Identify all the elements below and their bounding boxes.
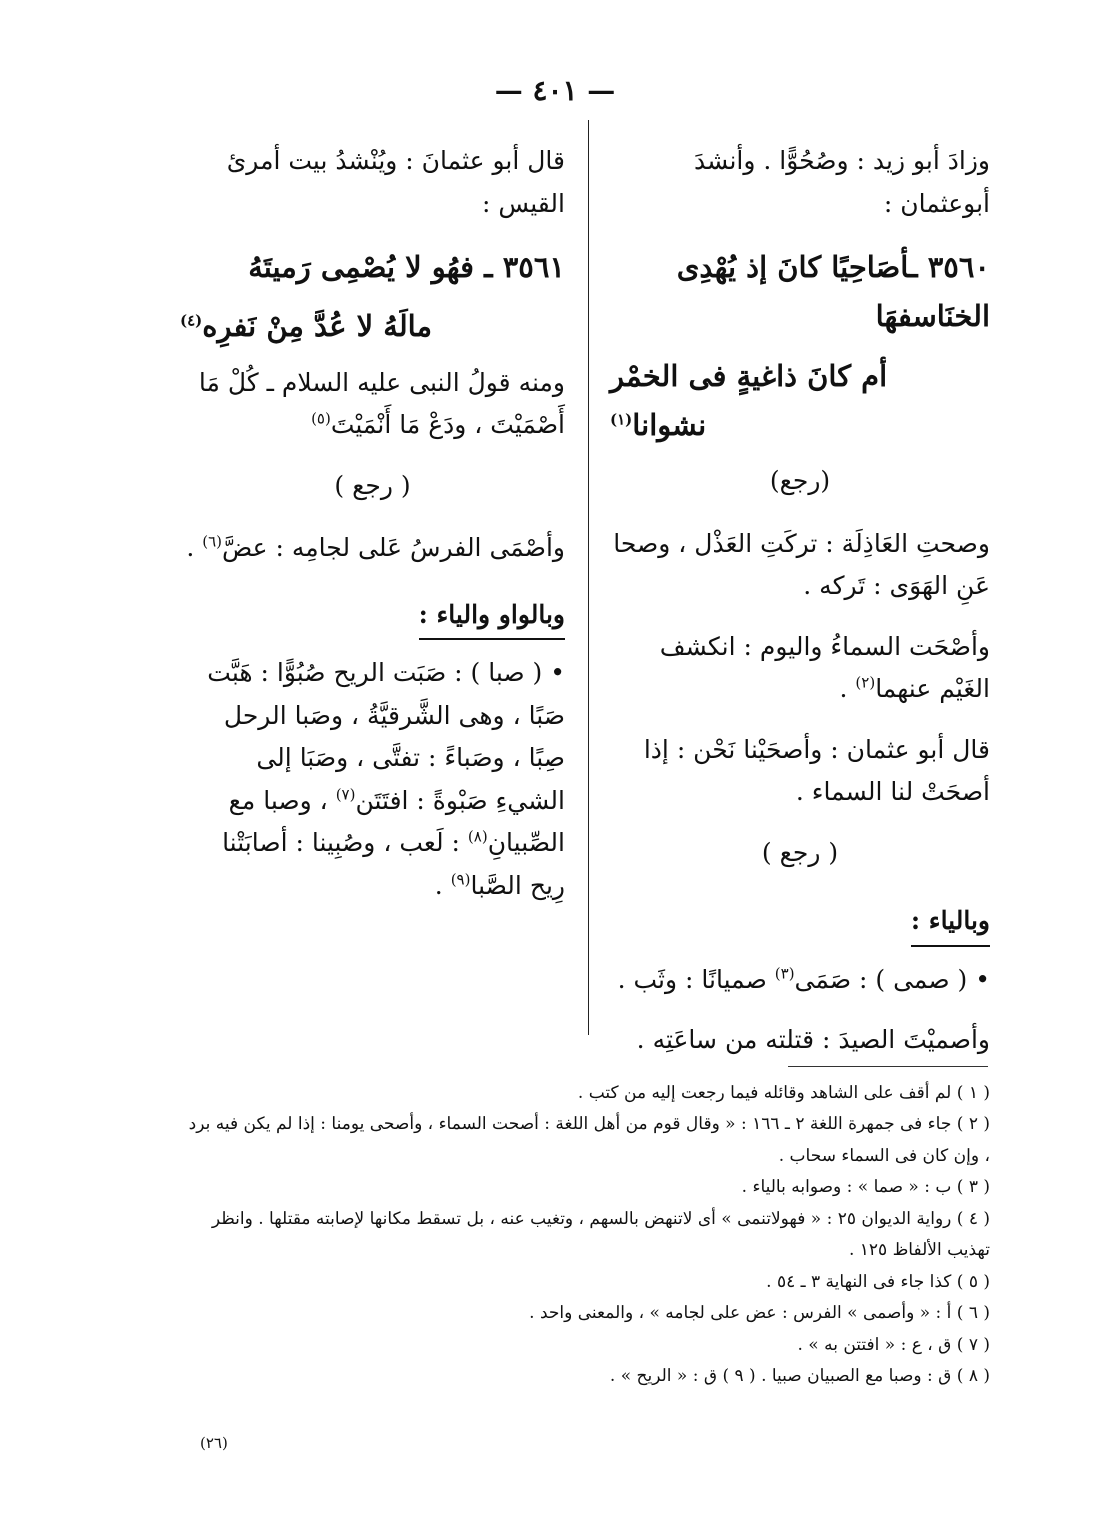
- left-footnote-ref-6: (٦): [202, 532, 223, 551]
- right-verse-text1: أصَاحِيًا كانَ إذ يُهْدِى الخنَاسفهَا: [676, 250, 990, 334]
- right-section-heading: وبالياء :: [911, 900, 990, 947]
- right-section-heading-wrap: [610, 894, 990, 959]
- left-verse-line1: [180, 243, 565, 292]
- right-paragraph-5-a: • ( صمى ) : صَمَى: [794, 964, 990, 994]
- footnote-5: ( ٥ ) كذا جاء فى النهاية ٣ ـ ٥٤ .: [766, 1271, 990, 1292]
- right-verse-number: ٣٥٦٠ ـ: [909, 250, 990, 284]
- left-footnote-ref-9: (٩): [450, 870, 471, 889]
- right-verse-text2: أم كانَ ذاغيةٍ فى الخمْر نشوانا: [610, 358, 888, 442]
- footnote-1: ( ١ ) لم أقف على الشاهد وقائله فيما رجعت إليه من كتب .: [577, 1083, 990, 1103]
- footnote-3: ( ٣ ) ب : « صما » : وصوابه بالياء .: [741, 1177, 990, 1198]
- right-root-label-1: (رجع): [769, 466, 831, 496]
- left-paragraph-4: • ( صبا ) : صَبَت الريح صُبُوًّا : هَبَّت صَبًا ، وهى الشَّرقيَّةُ ، وصَبا الرحل صِبًا ، وصَباءً : تفتَّى ، وصَبَا إلى الشيءِ صَبْوةً : افتَتَن$^{(٧)}$ ، وصبا مع الصِّبيانِ$^{(٨)}$ : لَعب ، وصُبِينا : أصابَتْنا رِيح الصَّبا$^{(٩)}$ .: [207, 658, 565, 900]
- right-paragraph-4: قال أبو عثمان : وأصحَيْنا نَحْن : إذا أصحَتْ لنا السماء .: [643, 734, 990, 807]
- left-paragraph-2: [180, 362, 565, 447]
- left-paragraph-3: وأصْمَى الفرسُ عَلى لجامِه : عضَّ$^{(٦)}$ .: [186, 532, 565, 563]
- footnotes: [180, 1078, 990, 1392]
- left-paragraph-4-b: ، وصبا مع الصِّبيانِ: [228, 785, 565, 858]
- left-verse-text2: مالَهُ لا عُدَّ مِنْ نَفرِه: [202, 309, 433, 344]
- right-verse-footnote-ref: (١): [610, 410, 633, 429]
- left-paragraph-3-text: وأصْمَى الفرسُ عَلى لجامِه : عضَّ: [222, 533, 565, 563]
- left-paragraph-4-c: : لَعب ، وصُبِينا : أصابَتْنا رِيح الصَّبا: [222, 828, 565, 900]
- right-paragraph-3-text: وأصْحَت السماءُ واليوم : انكشف الغَيْم عنهما: [659, 631, 990, 704]
- footnote-2: ( ٢ ) جاء فى جمهرة اللغة ٢ ـ ١٦٦ : « وقال قوم من أهل اللغة : أصحت السماء ، وأصحى يومنا : إذا لم يكن فيه برد ، وإن كان فى السماء سحاب .: [188, 1114, 990, 1166]
- left-section-heading-wrap: [180, 588, 565, 653]
- footnote-4: ( ٤ ) رواية الديوان ٢٥ : « فهولاتنمى » أى لاتنهض بالسهم ، وتغيب عنه ، بل تسقط مكانها لإصابته مقتلها . وانظر تهذيب الألفاظ ١٢٥ .: [211, 1208, 990, 1261]
- left-verse-footnote-ref: (٤): [180, 311, 203, 330]
- right-footnote-ref-3: (٣): [774, 964, 795, 983]
- left-footnote-ref-8: (٨): [467, 827, 488, 846]
- left-root-label-1: ( رجع ): [334, 470, 411, 500]
- right-paragraph-6: وأصميْتَ الصيدَ : قتلته من ساعَتِه .: [636, 1025, 990, 1055]
- left-verse-number: ٣٥٦١ ـ: [484, 250, 565, 284]
- right-paragraph-3: وأصْحَت السماءُ واليوم : انكشف الغَيْم عنهما$^{(٢)}$ .: [659, 631, 990, 704]
- right-paragraph-5-b: صميانًا : وثَب .: [617, 964, 767, 994]
- right-footnote-ref-2: (٢): [855, 673, 876, 692]
- footnote-6: ( ٦ ) أ : « وأصمى » الفرس : عض على لجامه » ، والمعنى واحد .: [529, 1303, 990, 1324]
- page-number: — ٤٠١ —: [494, 74, 616, 107]
- right-verse-line2: [610, 352, 990, 451]
- footnote-separator: [788, 1066, 988, 1067]
- right-column: [610, 140, 990, 1080]
- footnote-7: ( ٧ ) ق ، ع : « افتتن به » .: [797, 1334, 990, 1355]
- left-intro: قال أبو عثمانَ : ويُنْشدُ بيت أمرئ القيس :: [226, 146, 565, 218]
- left-section-heading: وبالواو والياء :: [419, 594, 565, 641]
- left-verse-text1: فهُو لا يُصْمِى رَميتَهُ: [248, 250, 474, 284]
- right-paragraph-2: وصحتِ العَاذِلَة : تركَتِ العَذْل ، وصحا عَنِ الهَوَى : تَركه .: [613, 528, 990, 601]
- left-verse-line2: [180, 302, 565, 351]
- left-paragraph-2-text: ومنه قولُ النبى عليه السلام ـ كُلْ مَا أَصْمَيْتَ ، ودَعْ مَا أَنْمَيْتَ: [198, 367, 565, 440]
- printer-signature: (٢٦): [200, 1434, 228, 1452]
- left-footnote-ref-7: (٧): [335, 785, 356, 804]
- right-root-label-2: ( رجع ): [761, 837, 839, 867]
- right-verse-line1: [610, 243, 990, 342]
- column-divider: [588, 120, 589, 1035]
- right-paragraph-5: [610, 959, 990, 1002]
- right-intro: وزادَ أبو زيد : وصُحُوًّا . وأنشدَ أبوعثمان :: [694, 146, 990, 218]
- footnote-8-9: ( ٨ ) ق : وصبا مع الصبيان صبيا . ( ٩ ) ق : « الريح » .: [609, 1365, 990, 1386]
- left-footnote-ref-5: (٥): [311, 409, 331, 428]
- left-column: [180, 140, 565, 925]
- left-paragraph-4-a: • ( صبا ) : صَبَت الريح صُبُوًّا : هَبَّت صَبًا ، وهى الشَّرقيَّةُ ، وصَبا الرحل صِبًا ، وصَباءً : تفتَّى ، وصَبَا إلى الشيءِ صَبْوةً : افتَتَن: [207, 658, 565, 815]
